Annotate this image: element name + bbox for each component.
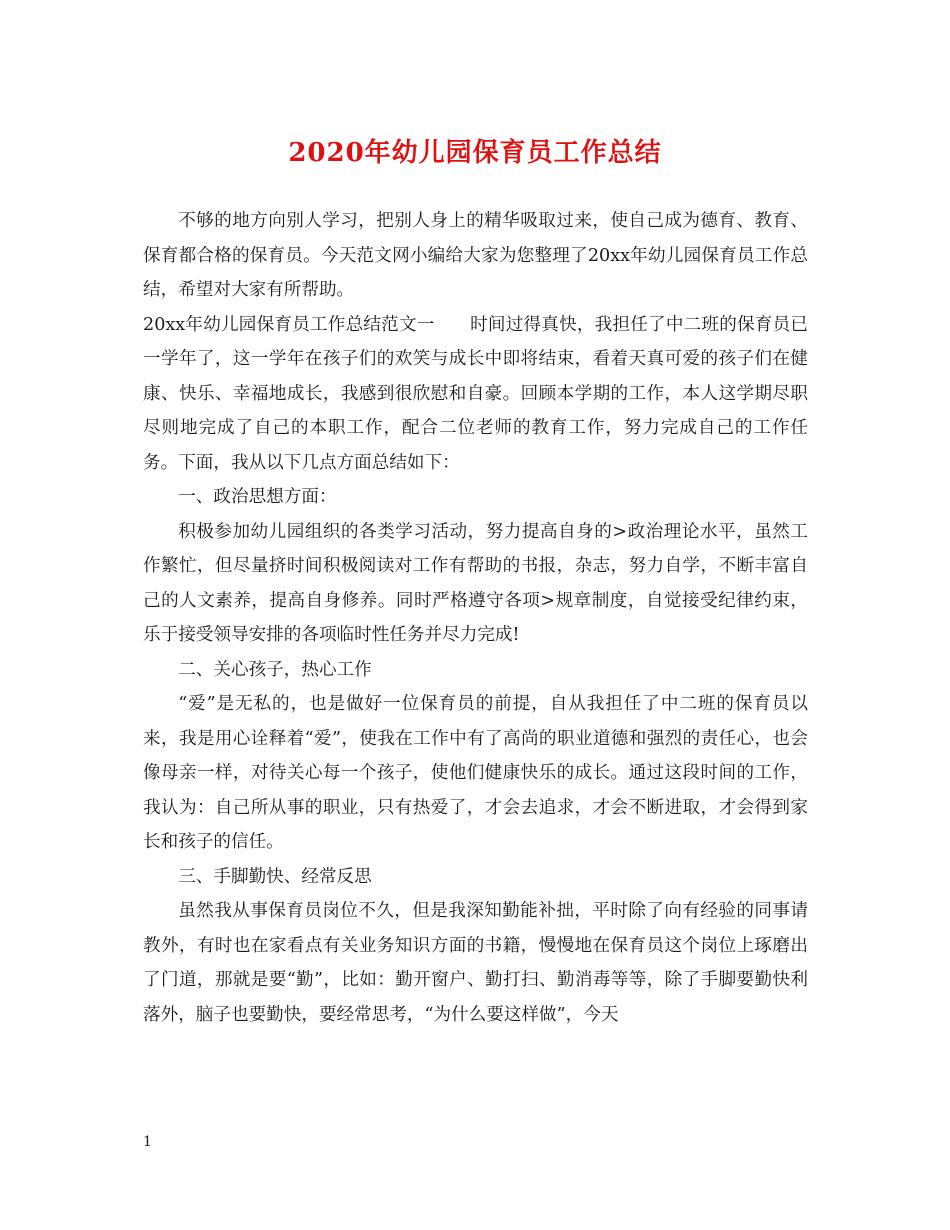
section-heading-politics: 一、政治思想方面： — [178, 487, 337, 507]
paragraph-intro: 不够的地方向别人学习，把别人身上的精华吸取过来，使自己成为德育、教育、保育都合格的保育员。今天范文网小编给大家为您整理了20xx年幼儿园保育员工作总结，希望对大家有所帮助。 — [143, 211, 808, 300]
paragraph-politics: 积极参加幼儿园组织的各类学习活动，努力提高自身的>政治理论水平，虽然工作繁忙，但尽量挤时间积极阅读对工作有帮助的书报，杂志，努力自学，不断丰富自己的人文素养，提高自身修养。同时严格遵守各项>规章制度，自觉接受纪律约束，乐于接受领导安排的各项临时性任务并尽力完成! — [143, 521, 808, 645]
page-title: 2020年幼儿园保育员工作总结 — [288, 138, 662, 168]
page-number: 1 — [143, 1134, 152, 1150]
document-body — [143, 204, 808, 1032]
section-heading-care: 二、关心孩子，热心工作 — [178, 659, 372, 680]
paragraph-care: “爱”是无私的，也是做好一位保育员的前提，自从我担任了中二班的保育员以来，我是用心诠释着“爱”，使我在工作中有了高尚的职业道德和强烈的责任心，也会像母亲一样，对待关心每一个孩子，使他们健康快乐的成长。通过这段时间的工作，我认为：自己所从事的职业，只有热爱了，才会去追求，才会不断进取，才会得到家长和孩子的信任。 — [143, 694, 808, 852]
paragraph-sample-one: 20xx年幼儿园保育员工作总结范文一 时间过得真快，我担任了中二班的保育员已一学年了，这一学年在孩子们的欢笑与成长中即将结束，看着天真可爱的孩子们在健康、快乐、幸福地成长，我感到很欣慰和自豪。回顾本学期的工作，本人这学期尽职尽则地完成了自己的本职工作，配合二位老师的教育工作，努力完成自己的工作任务。下面，我从以下几点方面总结如下： — [143, 314, 808, 473]
paragraph-diligence: 虽然我从事保育员岗位不久，但是我深知勤能补拙，平时除了向有经验的同事请教外，有时也在家看点有关业务知识方面的书籍，慢慢地在保育员这个岗位上琢磨出了门道，那就是要“勤”，比如：勤开窗户、勤打扫、勤消毒等等，除了手脚要勤快利落外，脑子也要勤快，要经常思考，“为什么要这样做”，今天 — [143, 901, 808, 1025]
section-heading-diligence: 三、手脚勤快、经常反思 — [178, 866, 372, 887]
